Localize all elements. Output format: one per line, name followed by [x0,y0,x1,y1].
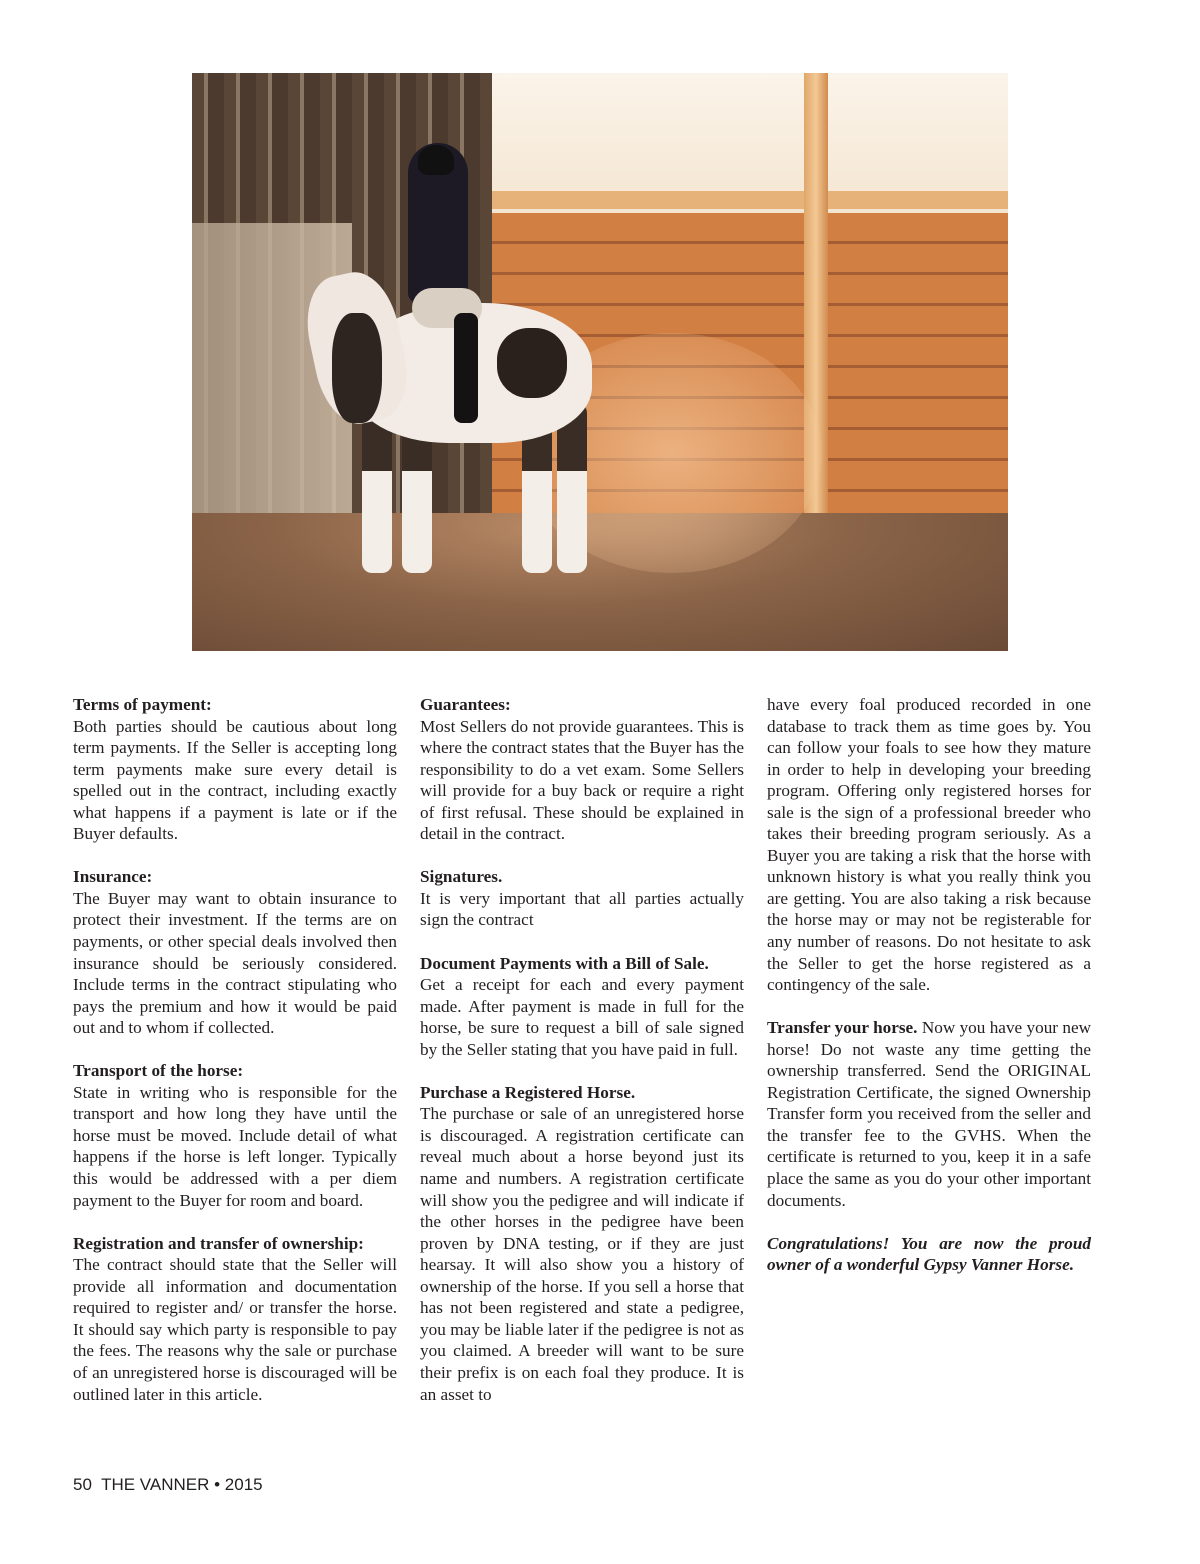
page-number: 50 [73,1475,92,1494]
section-body: Now you have your new horse! Do not waste any time getting the ownership transferred. Send the ORIGINAL Registration Certificate, the signed Ownership Transfer form you received from the seller and the transfer fee to the GVHS. When the certificate is returned to you, keep it in a safe place the same as you do your other important documents. [767,1018,1091,1210]
horse-patch [497,328,567,398]
horse-rider-photo [192,73,1008,651]
section-body: The purchase or sale of an unregistered horse is discouraged. A registration certificate can reveal much about a horse beyond just its name and numbers. A registration certificate will show you the pedigree and will indicate if the other horses in the pedigree have been proven by DNA testing, or if they are just hearsay. It will also show you a history of ownership of the horse. If you sell a horse that has not been registered and state a pedigree, you may be liable later if the pedigree is not as you claimed. A breeder will want to be sure their prefix is on each foal they produce. It is an asset to [420,1104,744,1404]
arena-rail [492,191,1008,209]
rider-boot [454,313,478,423]
section-body: Both parties should be cautious about long term payments. If the Seller is accepting long term payments make sure every detail is spelled out in the contract, including exactly what happens if a payment is late or if the Buyer defaults. [73,716,397,844]
section-body: have every foal produced recorded in one database to track them as time goes by. You can follow your foals to see how they mature in order to help in developing your breeding program. Offering only registered horses for sale is the sign of a professional breeder who takes their breeding program seriously. As a Buyer you are taking a risk that the horse with unknown history is what you really think you are getting. You are also taking a risk because the horse may or may not be registerable for any number of reasons. Do not hesitate to ask the Seller to get the horse registered as a contingency of the sale. [767,695,1091,995]
bullet: • [214,1475,221,1494]
section-heading: Registration and transfer of ownership: [73,1233,364,1253]
section-body: Get a receipt for each and every payment made. After payment is made in full for the horse, be sure to request a bill of sale signed by the Seller stating that you have paid in full. [420,975,744,1059]
publication-name: THE VANNER [101,1475,210,1494]
article-column-1 [73,694,397,1427]
section-heading: Guarantees: [420,695,511,714]
rider-helmet [418,145,454,175]
section-heading: Insurance: [73,867,153,887]
section-heading: Document Payments with a Bill of Sale. [420,953,709,973]
closing-line: Congratulations! You are now the proud owner of a wonderful Gypsy Vanner Horse. [767,1233,1091,1275]
section-heading: Purchase a Registered Horse. [420,1082,636,1102]
horse-head [332,313,382,423]
section-body: The Buyer may want to obtain insurance to protect their investment. If the terms are on payments, or other special deals involved then insurance should be seriously considered. Include terms in the contract stipulating who pays the premium and how it would be paid out and to whom if collected. [73,888,397,1038]
article-column-3 [767,694,1091,1297]
section-body: It is very important that all parties actually sign the contract [420,888,744,930]
section-heading: Transfer your horse. [767,1018,918,1038]
issue-year: 2015 [224,1475,263,1494]
transfer-paragraph [767,1017,1091,1211]
article-column-2 [420,694,744,1427]
section-heading: Signatures. [420,867,503,887]
section-body: The contract should state that the Seller will provide all information and documentation required to register and/ or transfer the horse. It should say which party is responsible to pay the fees. The reasons why the sale or purchase of an unregistered horse is discouraged will be outlined later in this article. [73,1255,397,1404]
section-body: State in writing who is responsible for the transport and how long they have until the horse must be moved. Include detail of what happens if the horse is left longer. Typically this would be addressed with a per diem payment to the Buyer for room and board. [73,1082,397,1210]
section-heading: Terms of payment: [73,695,212,714]
section-body: Most Sellers do not provide guarantees. This is where the contract states that the Buyer has the responsibility to do a vet exam. Some Sellers will provide for a buy back or require a right of first refusal. These should be explained in detail in the contract. [420,716,744,844]
page-footer [73,1475,263,1495]
section-heading: Transport of the horse: [73,1061,244,1081]
horse-leg [557,403,587,573]
